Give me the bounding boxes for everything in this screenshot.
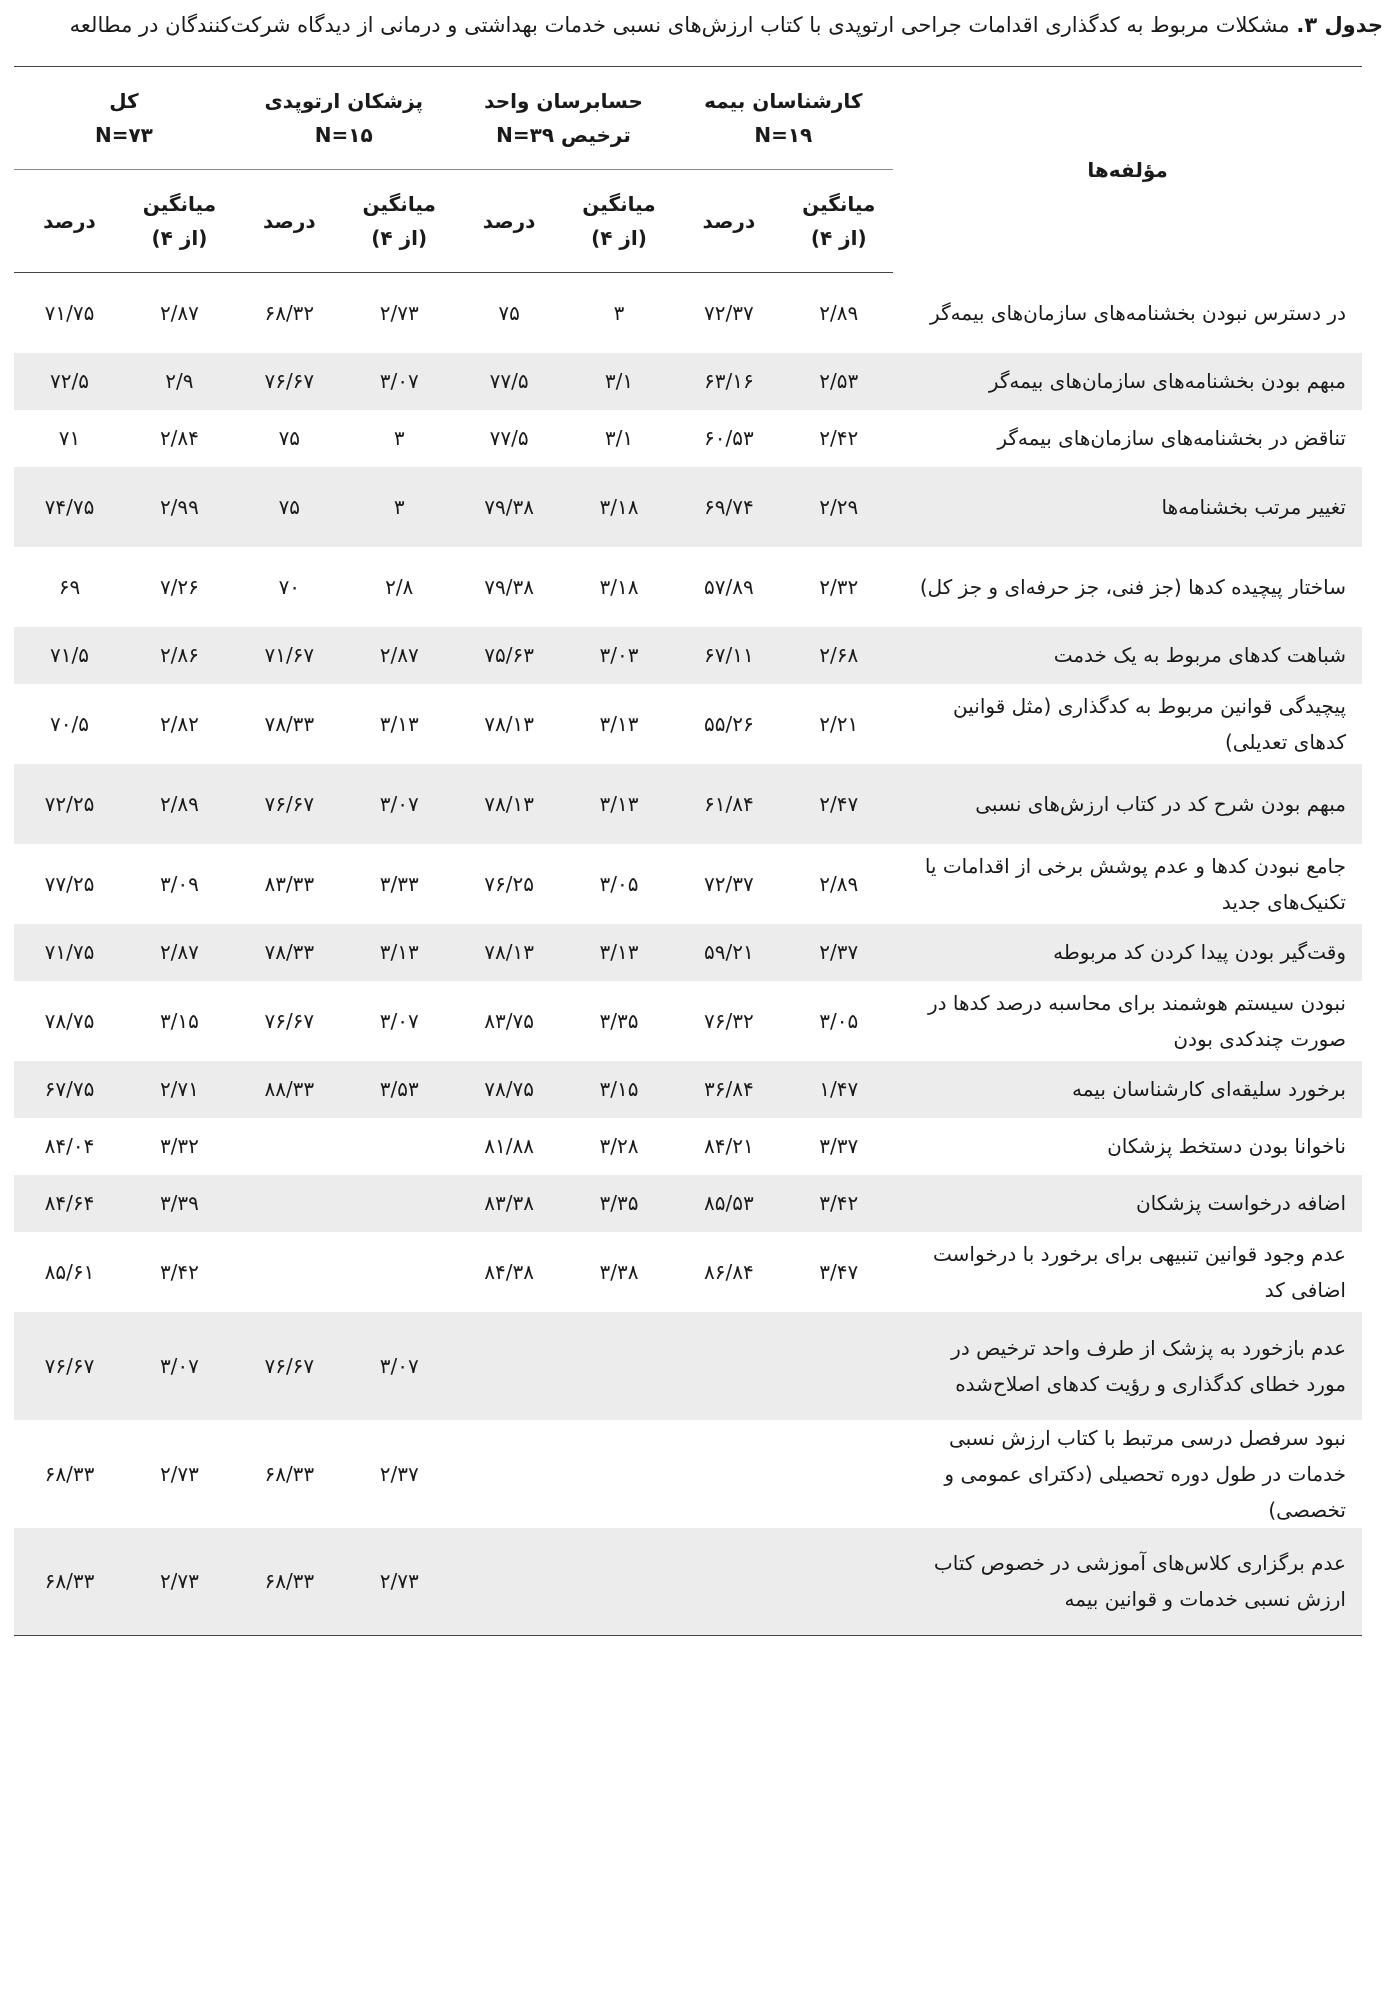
cell-percent: ۷۷/۵: [454, 353, 565, 410]
cell-percent: [673, 1528, 784, 1636]
cell-mean: [784, 1312, 893, 1420]
cell-mean: ۳/۰۷: [345, 764, 454, 844]
header-percent: درصد: [234, 170, 345, 273]
table-row: [14, 410, 1362, 467]
row-item-label: برخورد سلیقه‌ای کارشناسان بیمه: [893, 1061, 1362, 1118]
cell-mean: ۲/۸۹: [125, 764, 234, 844]
cell-mean: ۲/۸۹: [819, 300, 859, 325]
cell-mean: ۳/۰۵: [819, 1008, 859, 1033]
cell-percent: ۷۵: [278, 426, 301, 450]
cell-mean: ۲/۵۳: [784, 353, 893, 410]
cell-percent: ۷۴/۷۵: [14, 467, 125, 547]
cell-percent: ۷۵: [498, 300, 520, 325]
cell-percent: ۷۸/۳۳: [234, 924, 345, 981]
cell-percent: ۷۸/۱۳: [484, 711, 534, 736]
cell-mean: ۳/۱۳: [565, 764, 674, 844]
cell-mean: ۳/۱۳: [599, 711, 639, 736]
cell-mean: ۳: [613, 300, 625, 325]
cell-percent: ۸۳/۳۸: [454, 1175, 565, 1232]
table-container: [14, 66, 1362, 1636]
cell-mean: ۳/۰۵: [599, 871, 639, 896]
cell-percent: ۷۲/۲۵: [14, 764, 125, 844]
cell-percent: ۸۱/۸۸: [484, 1134, 534, 1158]
cell-mean: [784, 1420, 893, 1528]
table-row: [14, 1118, 1362, 1175]
row-item-label: ساختار پیچیده کدها (جز فنی، جز حرفه‌ای و جز کل): [919, 574, 1346, 599]
cell-mean: [345, 1118, 454, 1175]
row-item-label: نبودن سیستم هوشمند برای محاسبه درصد کدها در صورت چندکدی بودن: [927, 990, 1346, 1051]
cell-percent: ۶۹/۷۴: [673, 467, 784, 547]
table-row: [14, 353, 1362, 410]
cell-mean: ۳/۱۸: [565, 467, 674, 547]
cell-mean: ۲/۸: [385, 574, 414, 599]
table-row: [14, 273, 1362, 353]
table-row: [14, 1528, 1362, 1636]
cell-percent: ۶۳/۱۶: [673, 353, 784, 410]
cell-percent: ۵۷/۸۹: [704, 574, 754, 599]
header-items: مؤلفه‌ها: [1087, 157, 1168, 182]
cell-percent: ۷۶/۶۷: [234, 1312, 345, 1420]
cell-mean: ۳/۳۷: [819, 1134, 859, 1158]
cell-percent: ۶۸/۳۳: [264, 1461, 315, 1486]
header-percent: درصد: [14, 170, 125, 273]
header-group-discharge-auditors: حسابرسان واحد ترخیص N=۳۹: [454, 67, 674, 170]
cell-mean: ۲/۶۸: [784, 627, 893, 684]
cell-percent: ۷۸/۱۳: [454, 764, 565, 844]
cell-percent: ۷۵: [234, 467, 345, 547]
table-row: [14, 467, 1362, 547]
table-row: [14, 924, 1362, 981]
cell-mean: ۲/۳۲: [819, 574, 859, 599]
cell-percent: ۷۸/۷۵: [44, 1008, 95, 1033]
cell-mean: ۳/۰۹: [159, 871, 199, 896]
cell-mean: [345, 1175, 454, 1232]
cell-mean: [565, 1312, 674, 1420]
row-item-label: جامع نبودن کدها و عدم پوشش برخی از اقدامات یا تکنیک‌های جدید: [924, 853, 1346, 914]
cell-mean: ۳/۱۵: [159, 1008, 199, 1033]
row-item-label: پیچیدگی قوانین مربوط به کدگذاری (مثل قوانین کدهای تعدیلی): [953, 693, 1346, 754]
row-item-label: اضافه درخواست پزشکان: [893, 1175, 1362, 1232]
row-item-label: مبهم بودن بخشنامه‌های سازمان‌های بیمه‌گر: [893, 353, 1362, 410]
cell-percent: ۷۸/۳۳: [264, 711, 315, 736]
header-group-insurance-experts: کارشناسان بیمه N=۱۹: [673, 67, 893, 170]
cell-mean: ۳/۰۷: [125, 1312, 234, 1420]
cell-percent: ۸۴/۶۴: [14, 1175, 125, 1232]
cell-mean: ۲/۸۴: [159, 426, 199, 450]
cell-mean: [784, 1528, 893, 1636]
cell-mean: ۳/۳۹: [125, 1175, 234, 1232]
table-row: [14, 1061, 1362, 1118]
cell-percent: ۷۲/۵: [14, 353, 125, 410]
cell-percent: ۶۸/۳۳: [234, 1528, 345, 1636]
cell-percent: [673, 1420, 784, 1528]
cell-mean: ۳/۳۵: [565, 1175, 674, 1232]
cell-percent: ۷۹/۳۸: [484, 574, 534, 599]
cell-percent: ۳۶/۸۴: [673, 1061, 784, 1118]
cell-mean: ۲/۳۷: [379, 1461, 419, 1486]
row-item-label: ناخوانا بودن دستخط پزشکان: [1107, 1134, 1346, 1158]
cell-percent: [234, 1175, 345, 1232]
cell-percent: ۷۱/۷۵: [14, 924, 125, 981]
cell-percent: [673, 1312, 784, 1420]
cell-mean: ۲/۸۹: [819, 871, 859, 896]
cell-mean: ۳/۱۳: [345, 924, 454, 981]
cell-percent: ۷۷/۲۵: [44, 871, 95, 896]
row-item-label: عدم بازخورد به پزشک از طرف واحد ترخیص در مورد خطای کدگذاری و رؤیت کدهای اصلاح‌شده: [893, 1312, 1362, 1420]
table-row: [14, 764, 1362, 844]
cell-mean: ۲/۷۳: [345, 1528, 454, 1636]
cell-percent: ۶۸/۳۳: [44, 1461, 95, 1486]
cell-percent: [234, 1232, 345, 1312]
header-group-orthopedic-physicians: پزشکان ارتوپدی N=۱۵: [234, 67, 454, 170]
cell-percent: ۵۹/۲۱: [673, 924, 784, 981]
header-group-total: کل N=۷۳: [14, 67, 234, 170]
table-row: [14, 844, 1362, 924]
cell-mean: ۳/۳۲: [159, 1134, 199, 1158]
header-mean: میانگین (از ۴): [125, 170, 234, 273]
row-item-label: عدم وجود قوانین تنبیهی برای برخورد با درخواست اضافی کد: [933, 1241, 1346, 1302]
cell-percent: ۷۶/۳۲: [704, 1008, 754, 1033]
cell-percent: [454, 1528, 565, 1636]
cell-percent: ۷۱: [58, 426, 81, 450]
cell-percent: ۶۸/۳۳: [14, 1528, 125, 1636]
cell-mean: ۳/۰۷: [345, 353, 454, 410]
cell-mean: ۳/۳۳: [379, 871, 419, 896]
problems-table: [14, 67, 1362, 1636]
cell-mean: ۲/۹: [125, 353, 234, 410]
cell-mean: ۲/۳۷: [784, 924, 893, 981]
cell-mean: ۲/۷۳: [379, 300, 419, 325]
cell-mean: ۳/۴۲: [159, 1259, 199, 1284]
table-row: [14, 981, 1362, 1061]
header-percent: درصد: [673, 170, 784, 273]
cell-percent: ۷۲/۳۷: [704, 871, 754, 896]
cell-mean: ۱/۴۷: [784, 1061, 893, 1118]
cell-mean: ۲/۸۲: [159, 711, 199, 736]
row-item-label: نبود سرفصل درسی مرتبط با کتاب ارزش نسبی خدمات در طول دوره تحصیلی (دکترای عمومی و تخصصی): [944, 1425, 1346, 1522]
cell-percent: ۶۷/۱۱: [673, 627, 784, 684]
cell-percent: ۷۱/۷۵: [44, 300, 95, 325]
table-row: [14, 1312, 1362, 1420]
header-percent: درصد: [454, 170, 565, 273]
cell-percent: ۷۸/۱۳: [454, 924, 565, 981]
table-caption: [14, 10, 1383, 40]
table-row: [14, 1420, 1362, 1528]
cell-percent: ۷۰/۵: [50, 711, 89, 736]
cell-mean: ۳/۱: [604, 426, 634, 450]
cell-percent: ۷۶/۶۷: [234, 764, 345, 844]
cell-percent: ۷۱/۵: [14, 627, 125, 684]
row-item-label: مبهم بودن شرح کد در کتاب ارزش‌های نسبی: [893, 764, 1362, 844]
cell-mean: ۳/۳۸: [599, 1259, 639, 1284]
table-body: [14, 273, 1362, 1636]
cell-mean: ۳/۱۳: [565, 924, 674, 981]
cell-mean: ۳/۲۸: [599, 1134, 639, 1158]
row-item-label: تغییر مرتب بخشنامه‌ها: [893, 467, 1362, 547]
cell-mean: ۲/۸۷: [345, 627, 454, 684]
cell-percent: ۸۴/۲۱: [704, 1134, 754, 1158]
header-mean: میانگین (از ۴): [784, 170, 893, 273]
cell-mean: ۲/۷۳: [125, 1528, 234, 1636]
cell-percent: [234, 1118, 345, 1175]
cell-percent: ۷۷/۵: [489, 426, 529, 450]
cell-mean: [565, 1528, 674, 1636]
header-mean: میانگین (از ۴): [345, 170, 454, 273]
cell-mean: ۲/۲۹: [784, 467, 893, 547]
cell-percent: ۷۹/۳۸: [454, 467, 565, 547]
caption-text: مشکلات مربوط به کدگذاری اقدامات جراحی ارتوپدی با کتاب ارزش‌های نسبی خدمات بهداشتی و درمانی از دیدگاه شرکت‌کنندگان در مطالعه: [69, 13, 1290, 37]
cell-percent: ۷۱/۶۷: [234, 627, 345, 684]
cell-percent: ۸۸/۳۳: [234, 1061, 345, 1118]
cell-mean: [345, 1232, 454, 1312]
cell-mean: ۲/۴۲: [819, 426, 859, 450]
cell-percent: ۶۰/۵۳: [704, 426, 754, 450]
cell-percent: ۷۲/۳۷: [704, 300, 754, 325]
cell-percent: ۷۸/۷۵: [454, 1061, 565, 1118]
cell-percent: ۸۶/۸۴: [704, 1259, 754, 1284]
cell-percent: ۶۸/۳۲: [264, 300, 315, 325]
cell-mean: ۳: [393, 426, 405, 450]
cell-mean: ۳/۱: [565, 353, 674, 410]
row-item-label: عدم برگزاری کلاس‌های آموزشی در خصوص کتاب ارزش نسبی خدمات و قوانین بیمه: [893, 1528, 1362, 1636]
cell-mean: ۲/۸۶: [125, 627, 234, 684]
cell-mean: ۲/۹۹: [125, 467, 234, 547]
cell-percent: ۷۶/۲۵: [484, 871, 534, 896]
cell-mean: ۷/۲۶: [159, 574, 199, 599]
cell-mean: ۳/۰۳: [565, 627, 674, 684]
cell-percent: ۵۵/۲۶: [704, 711, 754, 736]
table-row: [14, 1232, 1362, 1312]
cell-mean: ۳/۵۳: [345, 1061, 454, 1118]
cell-percent: ۶۱/۸۴: [673, 764, 784, 844]
row-item-label: وقت‌گیر بودن پیدا کردن کد مربوطه: [893, 924, 1362, 981]
cell-mean: ۳/۰۷: [379, 1008, 419, 1033]
cell-mean: ۲/۲۱: [819, 711, 859, 736]
cell-mean: ۳/۱۸: [599, 574, 639, 599]
header-mean: میانگین (از ۴): [565, 170, 674, 273]
cell-percent: ۷۵/۶۳: [454, 627, 565, 684]
cell-percent: ۸۵/۵۳: [673, 1175, 784, 1232]
cell-percent: ۷۰: [278, 574, 301, 599]
cell-mean: ۳/۱۵: [565, 1061, 674, 1118]
caption-label: جدول ۳.: [1296, 13, 1383, 37]
table-row: [14, 627, 1362, 684]
table-row: [14, 1175, 1362, 1232]
cell-mean: ۲/۷۳: [159, 1461, 199, 1486]
table-row: [14, 684, 1362, 764]
cell-mean: ۳/۴۲: [784, 1175, 893, 1232]
cell-percent: ۸۵/۶۱: [44, 1259, 95, 1284]
cell-mean: ۳: [345, 467, 454, 547]
row-item-label: در دسترس نبودن بخشنامه‌های سازمان‌های بیمه‌گر: [930, 300, 1346, 325]
cell-percent: [454, 1312, 565, 1420]
cell-percent: ۶۹: [58, 574, 81, 599]
cell-percent: ۷۶/۶۷: [264, 1008, 315, 1033]
cell-mean: ۳/۳۵: [599, 1008, 639, 1033]
cell-percent: ۸۳/۳۳: [264, 871, 315, 896]
cell-mean: ۳/۱۳: [379, 711, 419, 736]
cell-mean: ۳/۰۷: [345, 1312, 454, 1420]
cell-percent: ۶۷/۷۵: [14, 1061, 125, 1118]
cell-percent: [454, 1420, 565, 1528]
table-row: [14, 547, 1362, 627]
row-item-label: شباهت کدهای مربوط به یک خدمت: [893, 627, 1362, 684]
cell-mean: [565, 1420, 674, 1528]
cell-mean: ۲/۸۷: [125, 924, 234, 981]
table-header: [14, 67, 1362, 273]
cell-mean: ۲/۸۷: [159, 300, 199, 325]
cell-mean: ۳/۴۷: [819, 1259, 859, 1284]
cell-percent: ۷۶/۶۷: [234, 353, 345, 410]
cell-percent: ۸۴/۳۸: [484, 1259, 534, 1284]
cell-percent: ۸۳/۷۵: [484, 1008, 534, 1033]
row-item-label: تناقض در بخشنامه‌های سازمان‌های بیمه‌گر: [997, 426, 1346, 450]
cell-mean: ۲/۷۱: [125, 1061, 234, 1118]
cell-percent: ۸۴/۰۴: [44, 1134, 95, 1158]
cell-mean: ۲/۴۷: [784, 764, 893, 844]
cell-percent: ۷۶/۶۷: [14, 1312, 125, 1420]
